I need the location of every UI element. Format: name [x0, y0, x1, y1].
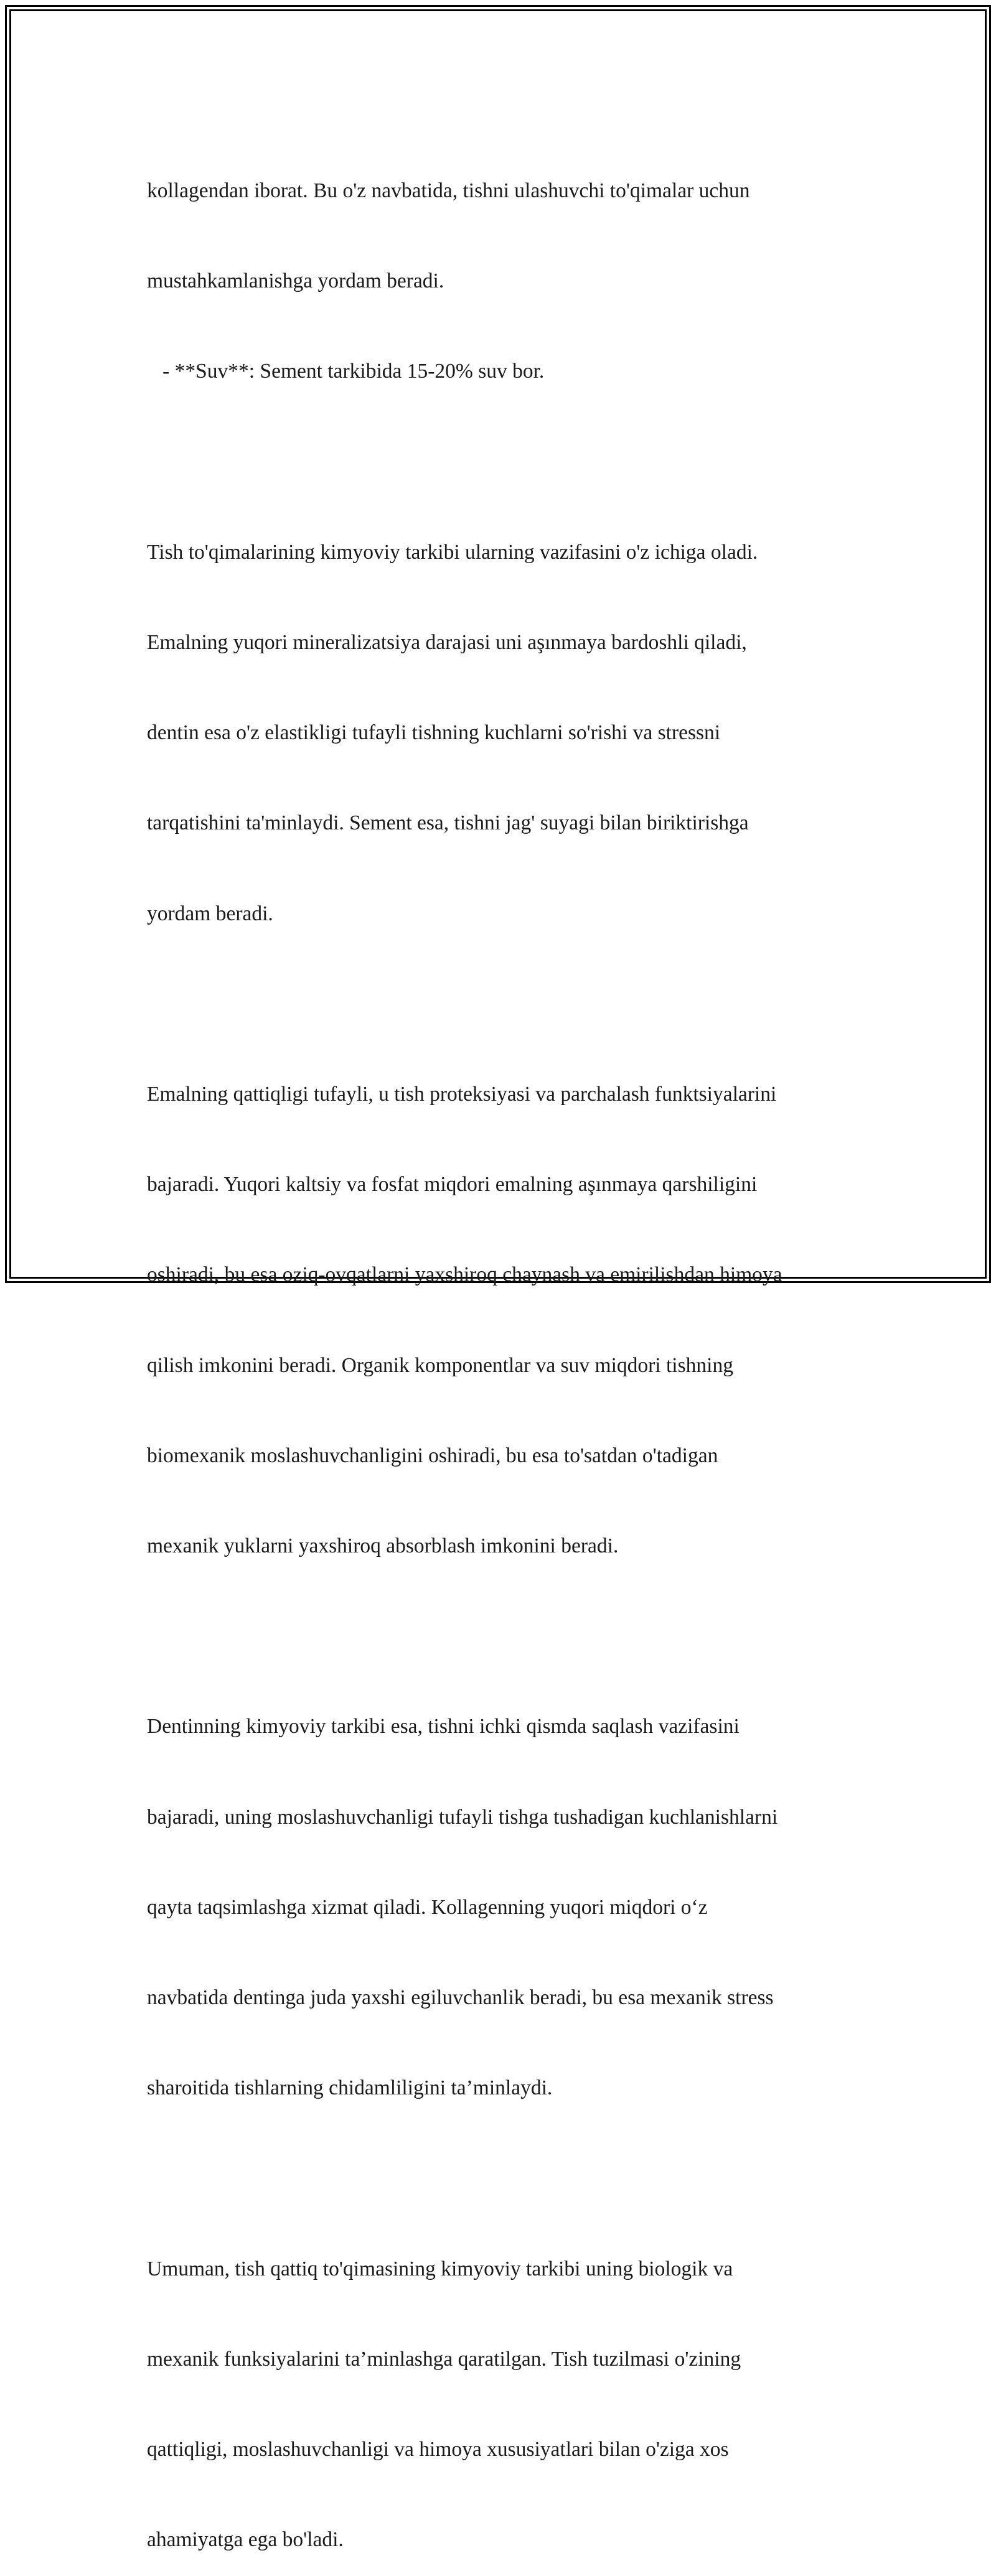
text-line: biomexanik moslashuvchanligini oshiradi, bu esa to'satdan o'tadigan: [147, 1444, 718, 1467]
text-line: Umuman, tish qattiq to'qimasining kimyoviy tarkibi uning biologik va: [147, 2257, 733, 2280]
text-line: Emalning yuqori mineralizatsiya darajasi uni aşınmaya bardoshli qiladi,: [147, 630, 747, 654]
text-line: mexanik yuklarni yaxshiroq absorblash imkonini beradi.: [147, 1534, 619, 1558]
text-line: qayta taqsimlashga xizmat qiladi. Kollagenning yuqori miqdori o‘z: [147, 1895, 708, 1919]
paragraph-5: [147, 2194, 850, 2576]
text-line: dentin esa o'z elastikligi tufayli tishning kuchlarni so'rishi va stressni: [147, 721, 721, 745]
text-line: qilish imkonini beradi. Organik komponentlar va suv miqdori tishning: [147, 1353, 733, 1377]
text-line: bajaradi. Yuqori kaltsiy va fosfat miqdori emalning aşınmaya qarshiligini: [147, 1173, 758, 1197]
paragraph-2: [147, 477, 850, 989]
text-line: navbatida dentinga juda yaxshi egiluvchanlik beradi, bu esa mexanik stress: [147, 1986, 774, 2010]
text-line: - **Suv**: Sement tarkibida 15-20% suv bor.: [147, 360, 545, 383]
text-line: bajaradi, uning moslashuvchanligi tufayli tishga tushadigan kuchlanishlarni: [147, 1805, 778, 1829]
paragraph-3: [147, 1019, 850, 1622]
text-line: Emalning qattiqligi tufayli, u tish proteksiyasi va parchalash funktsiyalarini: [147, 1082, 777, 1106]
text-line: Dentinning kimyoviy tarkibi esa, tishni ichki qismda saqlash vazifasini: [147, 1715, 740, 1738]
text-line: kollagendan iborat. Bu o'z navbatida, tishni ulashuvchi to'qimalar uchun: [147, 179, 750, 202]
document-body: [147, 116, 850, 2576]
text-line: qattiqligi, moslashuvchanligi va himoya xususiyatlari bilan o'ziga xos: [147, 2438, 729, 2462]
paragraph-1: [147, 116, 850, 447]
text-line: yordam beradi.: [147, 902, 273, 925]
text-line: mexanik funksiyalarini ta’minlashga qaratilgan. Tish tuzilmasi o'zining: [147, 2348, 741, 2371]
text-line: oshiradi, bu esa oziq-ovqatlarni yaxshiroq chaynash va emirilishdan himoya: [147, 1263, 782, 1287]
text-line: sharoitida tishlarning chidamliligini ta’minlaydi.: [147, 2076, 553, 2100]
text-line: mustahkamlanishga yordam beradi.: [147, 269, 444, 293]
paragraph-4: [147, 1652, 850, 2164]
text-line: Tish to'qimalarining kimyoviy tarkibi ularning vazifasini o'z ichiga oladi.: [147, 540, 758, 564]
text-line: tarqatishini ta'minlaydi. Sement esa, tishni jag' suyagi bilan biriktirishga: [147, 811, 749, 835]
text-line: ahamiyatga ega bo'ladi.: [147, 2528, 344, 2552]
